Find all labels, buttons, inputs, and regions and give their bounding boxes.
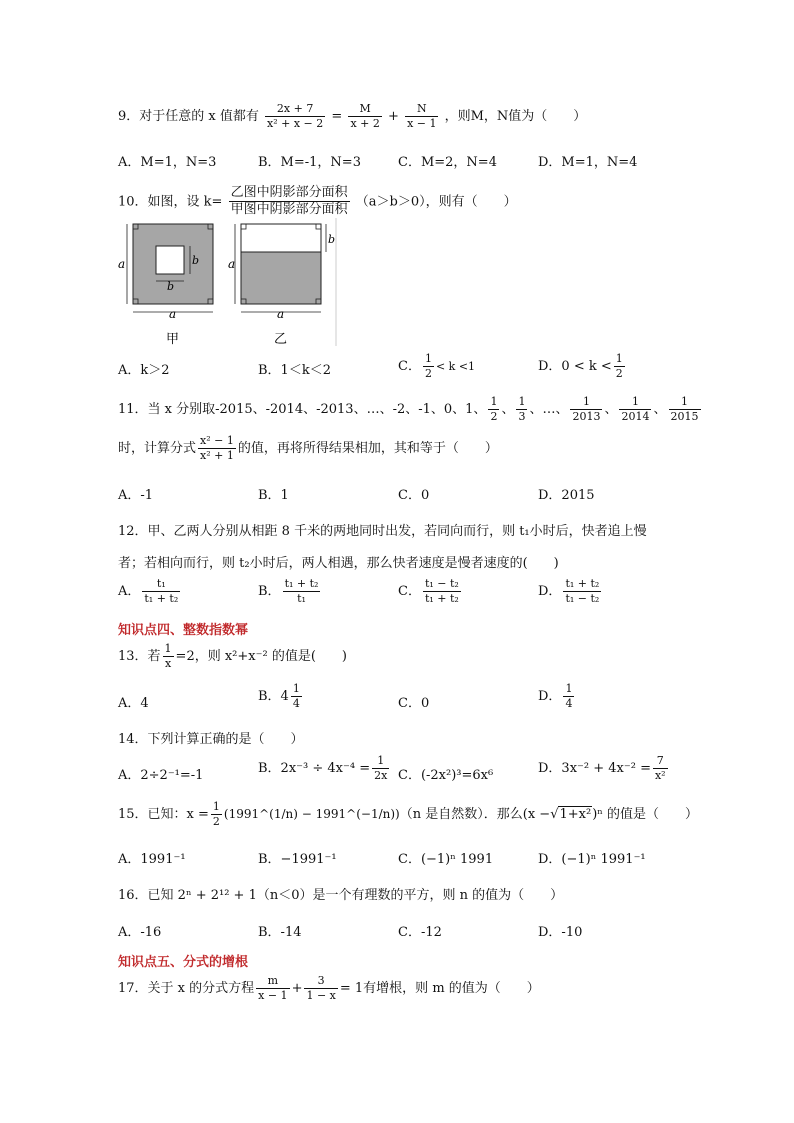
q11-line2-suffix: 的值，再将所得结果相加，其和等于（ ） [237, 440, 498, 456]
q11-line2 [118, 434, 498, 463]
q13-b-num: 1 [292, 682, 300, 695]
sqrt-icon: √ [550, 806, 559, 822]
q10-d-num: 1 [615, 352, 623, 365]
q15-mid: （n 是自然数）．那么 [399, 806, 523, 822]
figure-jia-label-a-bottom: a [169, 307, 177, 321]
q9-f3-num: N [405, 102, 438, 117]
q15-expr2-open: (x − [522, 806, 551, 822]
q10-c-num: 1 [424, 352, 432, 365]
q14-d-num: 7 [653, 754, 668, 769]
q11-frac-1 [488, 395, 499, 424]
figure-yi-label-b: b [328, 233, 336, 246]
q11-frac-4-den: 2014 [621, 409, 650, 423]
q10-option-b[interactable]: B．1＜k＜2 [258, 363, 331, 378]
q11-sep-3: 、 [653, 401, 667, 417]
q9-option-b[interactable]: B．M=-1，N=3 [258, 155, 361, 170]
q16-stem: 16．已知 2ⁿ + 2¹² + 1（n＜0）是一个有理数的平方，则 n 的值为（ ） [118, 888, 564, 903]
q9-option-a[interactable]: A．M=1，N=3 [118, 155, 217, 170]
q11-option-b[interactable]: B．1 [258, 488, 289, 503]
q13-option-b[interactable] [258, 682, 304, 711]
q11-option-a[interactable]: A．-1 [118, 488, 154, 503]
q13-suffix: =2，则 x²+x⁻² 的值是( ) [175, 648, 347, 664]
q11-frac-3 [570, 395, 602, 424]
q11-frac-2-den: 3 [518, 409, 526, 423]
q17-fraction-2 [304, 974, 337, 1003]
q10-stem-prefix: 10．如图，设 k= [118, 194, 223, 210]
q16-option-b[interactable]: B．-14 [258, 925, 302, 940]
q10-stem-suffix: （a＞b＞0），则有（ ） [355, 194, 517, 210]
q13-d-num: 1 [565, 682, 573, 695]
q15-f-den: 2 [212, 814, 220, 828]
q11-frac-5 [669, 395, 701, 424]
q10-option-c-fraction [423, 352, 434, 381]
q12-option-a-label: A． [118, 583, 141, 599]
q14-option-b-label: B．2x⁻³ ÷ 4x⁻⁴ = [258, 760, 371, 776]
q11-frac-4-num: 1 [619, 395, 651, 410]
q13-option-d-label: D． [538, 688, 562, 704]
q11-frac-1-den: 2 [490, 409, 498, 423]
figure-jia-label-b-bottom: b [167, 280, 175, 293]
q17-f2-den: 1 − x [306, 988, 336, 1002]
q16-option-a[interactable]: A．-16 [118, 925, 162, 940]
q10-frac-den: 甲图中阴影部分面积 [230, 202, 348, 218]
q15-prefix: 15．已知：x = [118, 806, 209, 822]
q14-option-c[interactable]: C．(-2x²)³=6x⁶ [398, 768, 494, 783]
q12-option-d-label: D． [538, 583, 562, 599]
q13-d-den: 4 [565, 696, 573, 710]
q10-fraction [229, 185, 350, 219]
q13-fraction [163, 642, 174, 671]
q12-option-c-fraction [423, 577, 461, 606]
q11-line1-prefix: 11．当 x 分别取-2015、-2014、-2013、…、-2、-1、0、1、 [118, 401, 487, 417]
q11-frac-1-num: 1 [490, 395, 498, 408]
q13-stem [118, 642, 347, 671]
q15-option-b[interactable]: B．−1991⁻¹ [258, 852, 337, 867]
q12-line1: 12．甲、乙两人分别从相距 8 千米的两地同时出发，若同向而行，则 t₁小时后，快者追上慢 [118, 524, 647, 539]
section-heading-integer-exponents: 知识点四、整数指数幂 [118, 623, 249, 638]
q11-frac-5-den: 2015 [670, 409, 699, 423]
q9-plus: + [388, 108, 399, 124]
q10-option-d[interactable] [538, 352, 627, 381]
q14-option-d-label: D．3x⁻² + 4x⁻² = [538, 760, 651, 776]
q15-suffix: 的值是（ ） [602, 806, 699, 822]
q11-expr-num: x² − 1 [200, 434, 234, 447]
q14-option-a[interactable]: A．2÷2⁻¹=-1 [118, 768, 204, 783]
q15-fraction [211, 800, 222, 829]
q9-f2-den: x + 2 [350, 116, 380, 130]
q14-b-num: 1 [372, 754, 389, 769]
q17-f1-den: x − 1 [258, 988, 288, 1002]
q15-stem [118, 800, 698, 829]
q10-option-c[interactable] [398, 352, 475, 381]
q12-b-den: t₁ [297, 591, 306, 605]
q12-option-a-fraction [142, 577, 180, 606]
q11-frac-2-num: 1 [518, 395, 526, 408]
q16-option-c[interactable]: C．-12 [398, 925, 442, 940]
q13-option-c[interactable]: C．0 [398, 696, 430, 711]
q10-frac-num: 乙图中阴影部分面积 [229, 185, 350, 202]
q10-figure [118, 218, 343, 348]
q13-f-num: 1 [164, 642, 172, 655]
q11-sep-1: 、 [501, 401, 515, 417]
q9-option-d[interactable]: D．M=1，N=4 [538, 155, 638, 170]
q13-option-a[interactable]: A．4 [118, 696, 149, 711]
q9-f1-den: x² + x − 2 [267, 116, 324, 130]
q12-c-num: t₁ − t₂ [424, 577, 459, 590]
q11-frac-4 [619, 395, 651, 424]
q9-option-c[interactable]: C．M=2，N=4 [398, 155, 497, 170]
q15-option-a[interactable]: A．1991⁻¹ [118, 852, 186, 867]
q13-f-den: x [164, 656, 172, 670]
q11-frac-3-den: 2013 [572, 409, 601, 423]
q17-plus: + [291, 980, 303, 996]
q14-d-den: x² [654, 768, 666, 782]
q11-line2-prefix: 时，计算分式 [118, 440, 197, 456]
q9-f3-den: x − 1 [407, 116, 437, 130]
q14-option-d-fraction [653, 754, 668, 783]
q15-sqrt-radicand: 1+x² [559, 806, 592, 822]
figure-yi-label-a-side: a [228, 257, 236, 271]
q11-sep-2: 、 [604, 401, 618, 417]
q12-d-den: t₁ − t₂ [565, 591, 600, 605]
q13-option-d-fraction [563, 682, 574, 711]
q12-a-den: t₁ + t₂ [144, 591, 179, 605]
q12-c-den: t₁ + t₂ [424, 591, 459, 605]
figure-yi-label-a-bottom: a [277, 307, 285, 321]
q9-f1-num: 2x + 7 [265, 102, 325, 117]
q12-option-b[interactable] [258, 577, 322, 606]
q10-c-den: 2 [424, 366, 432, 380]
q16-option-d[interactable]: D．-10 [538, 925, 583, 940]
q11-option-c[interactable]: C．0 [398, 488, 430, 503]
q9-fraction-2 [348, 102, 381, 131]
q15-option-d[interactable]: D．(−1)ⁿ 1991⁻¹ [538, 852, 646, 867]
q12-line2: 者；若相向而行，则 t₂小时后，两人相遇，那么快者速度是慢者速度的( ) [118, 556, 559, 571]
q9-stem-suffix: ，则M，N值为（ ） [444, 108, 587, 124]
q12-b-num: t₁ + t₂ [284, 577, 319, 590]
q10-option-c-suffix: < k <1 [435, 359, 476, 373]
q10-option-d-label: D．0 < k < [538, 358, 612, 374]
figure-jia-inner-square [156, 246, 184, 274]
q10-option-a[interactable]: A．k＞2 [118, 363, 170, 378]
q11-frac-5-num: 1 [669, 395, 701, 410]
q12-option-b-fraction [283, 577, 321, 606]
q12-option-b-label: B． [258, 583, 281, 599]
q12-a-num: t₁ [142, 577, 180, 592]
q12-d-num: t₁ + t₂ [565, 577, 600, 590]
q13-option-b-fraction [291, 682, 302, 711]
q12-option-d[interactable] [538, 577, 603, 606]
q13-prefix: 13．若 [118, 648, 161, 664]
figure-jia-label-a-side: a [118, 257, 126, 271]
q17-prefix: 17．关于 x 的分式方程 [118, 980, 255, 996]
section-heading-extraneous-roots: 知识点五、分式的增根 [118, 955, 249, 970]
q10-option-d-fraction [614, 352, 625, 381]
q15-expr2-close: )ⁿ [592, 806, 603, 822]
q10-stem [118, 185, 517, 219]
q14-option-d[interactable] [538, 754, 670, 783]
q17-fraction-1 [256, 974, 289, 1003]
q13-b-den: 4 [292, 696, 300, 710]
q12-option-d-fraction [563, 577, 601, 606]
q17-f2-num: 3 [304, 974, 337, 989]
q9-stem [118, 102, 586, 131]
q11-expr-fraction [198, 434, 236, 463]
q12-option-a[interactable] [118, 577, 182, 606]
q14-stem: 14．下列计算正确的是（ ） [118, 732, 304, 747]
q11-option-d[interactable]: D．2015 [538, 488, 595, 503]
q17-suffix: = 1有增根，则 m 的值为（ ） [339, 980, 540, 996]
q9-stem-prefix: 9．对于任意的 x 值都有 [118, 108, 259, 124]
q11-ellipsis: 、…、 [529, 401, 569, 417]
q9-f2-num: M [348, 102, 381, 117]
q9-eq: = [331, 108, 343, 124]
q9-fraction-3 [405, 102, 438, 131]
q13-option-d[interactable] [538, 682, 576, 711]
q13-option-b-label: B．4 [258, 688, 289, 704]
q15-expr: (1991^(1/n) − 1991^(−1/n)) [223, 806, 400, 821]
figure-jia-caption: 甲 [166, 332, 180, 347]
q17-stem [118, 974, 540, 1003]
q9-fraction-1 [265, 102, 325, 131]
q15-option-c[interactable]: C．(−1)ⁿ 1991 [398, 852, 494, 867]
q15-f-num: 1 [212, 800, 220, 813]
q17-f1-num: m [256, 974, 289, 989]
q14-option-b-fraction [372, 754, 389, 783]
q11-frac-3-num: 1 [570, 395, 602, 410]
figure-jia-label-b-side: b [192, 254, 200, 267]
q11-line1 [118, 395, 703, 424]
q12-option-c-label: C． [398, 583, 421, 599]
figure-yi-shaded-region [241, 252, 321, 304]
q10-option-c-label: C． [398, 358, 421, 374]
q10-d-den: 2 [615, 366, 623, 380]
q14-option-b[interactable] [258, 754, 391, 783]
q11-frac-2 [516, 395, 527, 424]
figure-yi-caption: 乙 [274, 332, 288, 347]
q12-option-c[interactable] [398, 577, 463, 606]
q11-expr-den: x² + 1 [200, 448, 234, 462]
q14-b-den: 2x [374, 768, 388, 782]
